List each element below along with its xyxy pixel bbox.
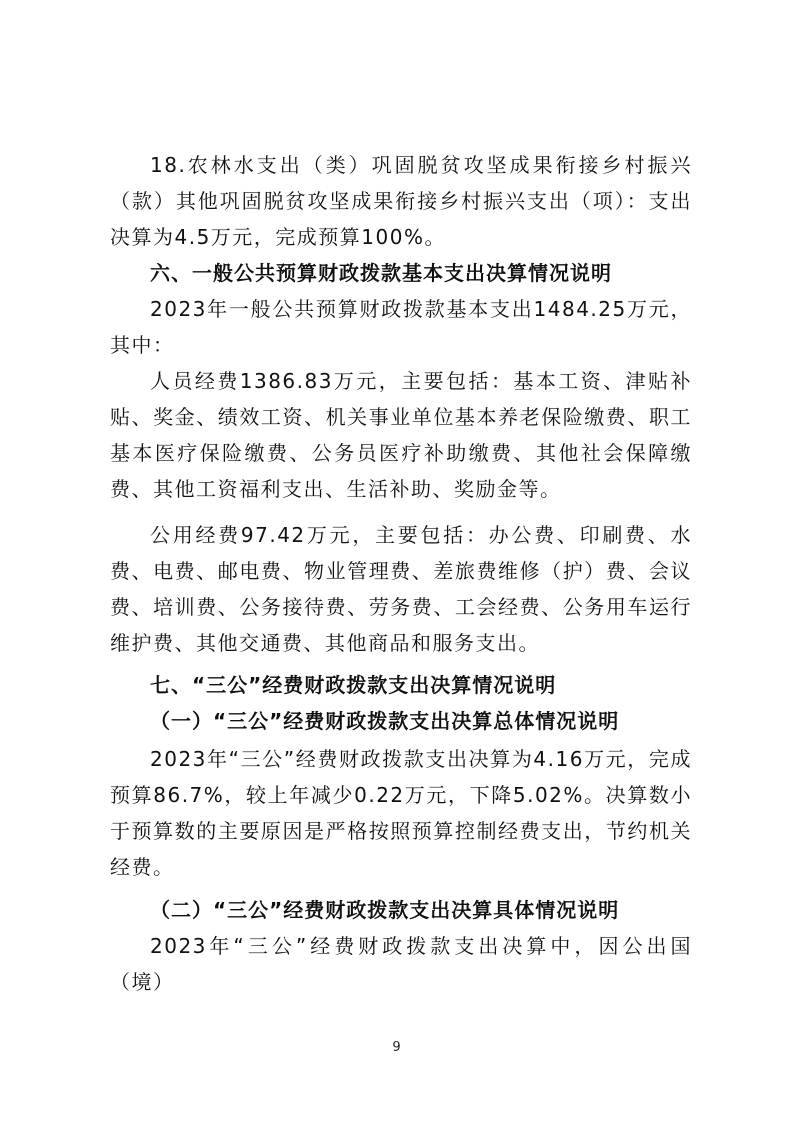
page-number: 9 xyxy=(392,1040,401,1055)
paragraph-three-public-overall: 2023年“三公”经费财政拨款支出决算为4.16万元，完成预算86.7%，较上年减少0.22万元，下降5.02%。决算数小于预算数的主要原因是严格按照预算控制经费支出，节约机关经费。 xyxy=(110,747,692,879)
subsection-heading-7-2: （二）“三公”经费财政拨款支出决算具体情况说明 xyxy=(150,898,620,922)
section-heading-6: 六、一般公共预算财政拨款基本支出决算情况说明 xyxy=(150,261,612,285)
paragraph-item-18: 18.农林水支出（类）巩固脱贫攻坚成果衔接乡村振兴（款）其他巩固脱贫攻坚成果衔接乡村振兴支出（项）：支出决算为4.5万元，完成预算100%。 xyxy=(110,153,692,249)
section-heading-7: 七、“三公”经费财政拨款支出决算情况说明 xyxy=(150,673,557,697)
paragraph-three-public-detail: 2023年“三公”经费财政拨款支出决算中，因公出国（境） xyxy=(110,934,692,994)
paragraph-personnel-expenses: 人员经费1386.83万元，主要包括：基本工资、津贴补贴、奖金、绩效工资、机关事业单位基本养老保险缴费、职工基本医疗保险缴费、公务员医疗补助缴费、其他社会保障缴费、其他工资福利支出、生活补助、奖励金等。 xyxy=(110,369,692,501)
paragraph-basic-expenditure-intro: 2023年一般公共预算财政拨款基本支出1484.25万元，其中： xyxy=(110,297,692,357)
paragraph-public-expenses: 公用经费97.42万元，主要包括：办公费、印刷费、水费、电费、邮电费、物业管理费、差旅费维修（护）费、会议费、培训费、公务接待费、劳务费、工会经费、公务用车运行维护费、其他交通费、其他商品和服务支出。 xyxy=(110,523,692,655)
subsection-heading-7-1: （一）“三公”经费财政拨款支出决算总体情况说明 xyxy=(150,709,620,733)
